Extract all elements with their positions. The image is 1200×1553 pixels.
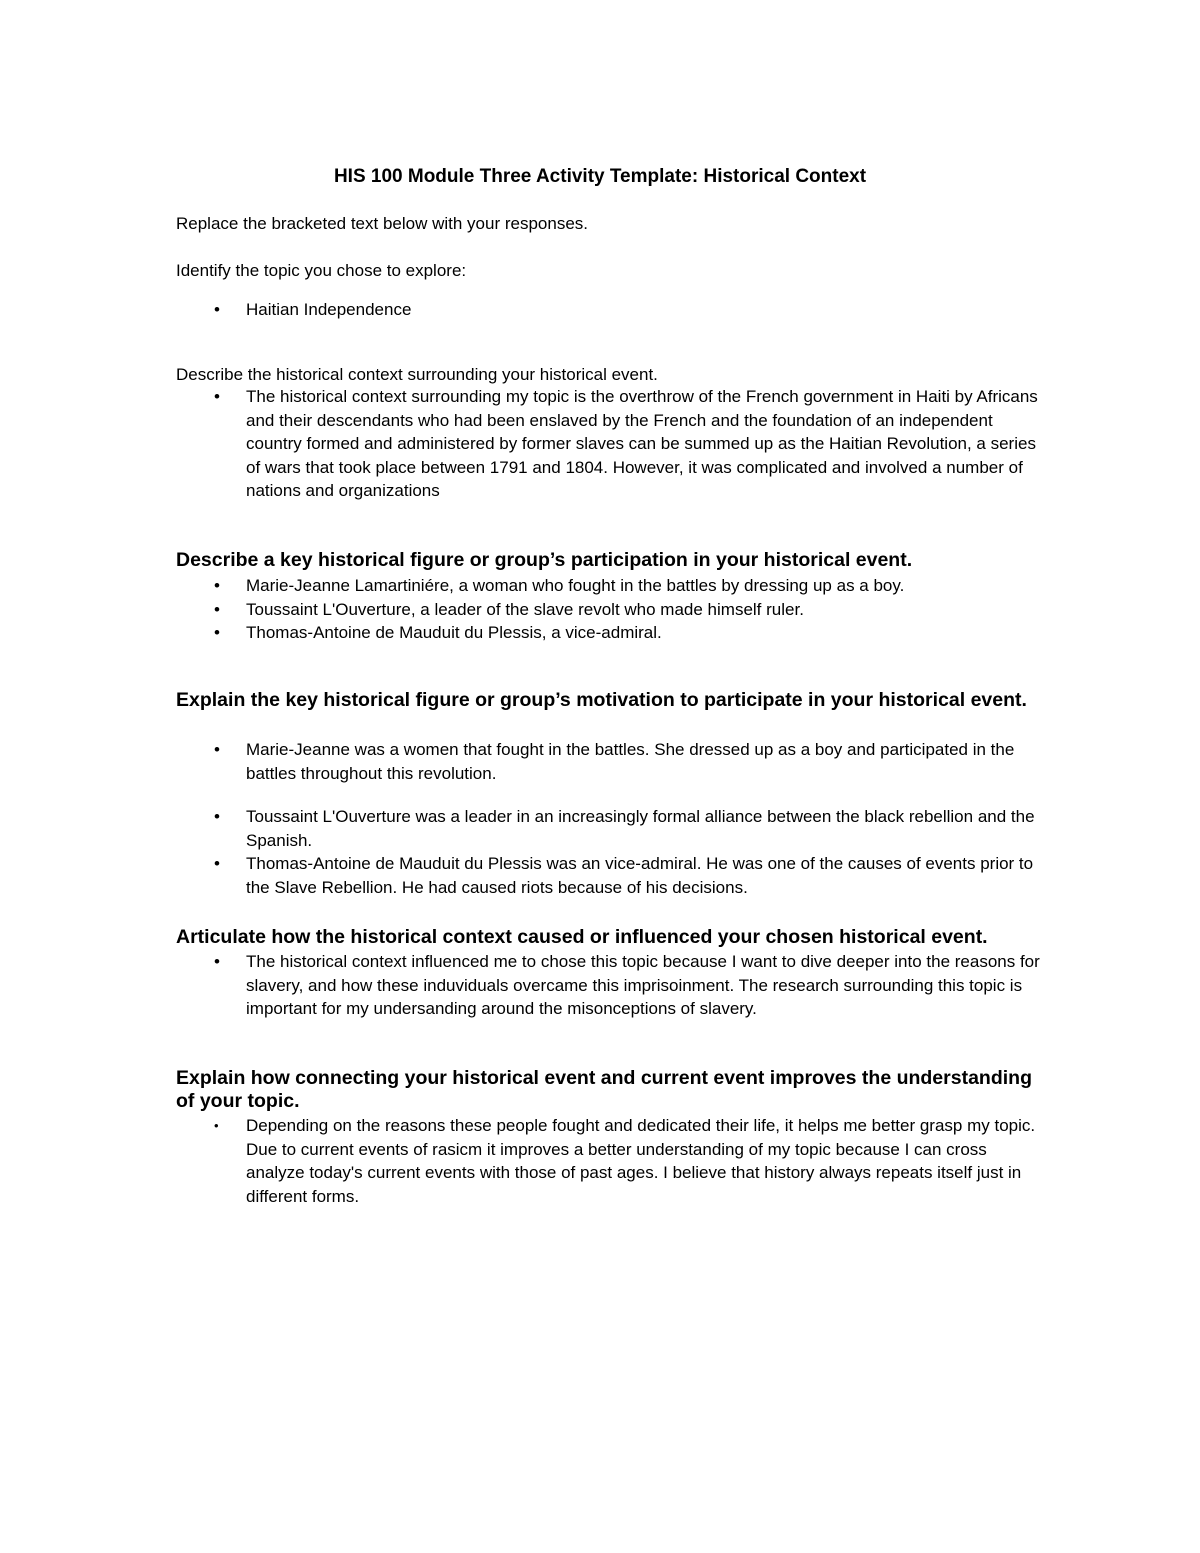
list-item: [176, 621, 1046, 645]
list-item: [176, 298, 1046, 322]
topic-prompt: Identify the topic you chose to explore:: [176, 261, 467, 280]
bullet-icon: •: [214, 387, 220, 406]
list-item: [176, 738, 1046, 785]
motivation-item-text: Thomas-Antoine de Mauduit du Plessis was an vice-admiral. He was one of the causes of events prior to the Slave Rebellion. He had caused riots because of his decisions.: [246, 854, 1034, 897]
figure-list: [176, 574, 1046, 645]
bullet-icon: •: [214, 623, 220, 642]
list-item: [176, 574, 1046, 598]
instruction-text: Replace the bracketed text below with your responses.: [176, 214, 589, 233]
topic-list: [176, 298, 1046, 322]
bullet-icon: •: [214, 1118, 219, 1133]
bullet-icon: •: [214, 599, 220, 619]
bullet-icon: •: [214, 300, 220, 319]
context-prompt: Describe the historical context surrounding your historical event.: [176, 365, 658, 384]
figure-heading: Describe a key historical figure or group’s participation in your historical event.: [176, 549, 913, 571]
connection-item-text: Depending on the reasons these people fought and dedicated their life, it helps me better grasp my topic. Due to current events of rasicm it improves a better understanding of my topic because I can cross analyze today's current events with those of past ages. I believe that history always repeats itself just in different forms.: [246, 1116, 1036, 1206]
document-title: HIS 100 Module Three Activity Template: Historical Context: [333, 166, 867, 187]
influence-heading: Articulate how the historical context caused or influenced your chosen historical event.: [176, 926, 988, 948]
list-item: [176, 385, 1046, 503]
motivation-item-text: Toussaint L'Ouverture was a leader in an increasingly formal alliance between the black rebellion and the Spanish.: [246, 807, 1035, 850]
list-item: [176, 1114, 1046, 1208]
figure-item-text: Marie-Jeanne Lamartiniére, a woman who fought in the battles by dressing up as a boy.: [246, 576, 905, 595]
influence-item-text: The historical context influenced me to chose this topic because I want to dive deeper into the reasons for slavery, and how these induviduals overcame this imprisoinment. The research surrounding this topic is important for my undersanding around the misonceptions of slavery.: [246, 952, 1040, 1018]
topic-item-text: Haitian Independence: [246, 300, 412, 319]
figure-item-text: Toussaint L'Ouverture, a leader of the slave revolt who made himself ruler.: [246, 599, 804, 619]
list-item: [176, 950, 1046, 1021]
bullet-icon: •: [214, 740, 220, 759]
list-item: [176, 598, 1046, 622]
bullet-icon: •: [214, 854, 220, 873]
motivation-heading: Explain the key historical figure or group’s motivation to participate in your historical event.: [176, 689, 1027, 711]
context-item-text: The historical context surrounding my topic is the overthrow of the French government in Haiti by Africans and their descendants who had been enslaved by the French and the foundation of an independent country formed and administered by former slaves can be summed up as the Haitian Revolution, a series of wars that took place between 1791 and 1804. However, it was complicated and involved a number of nations and organizations: [246, 387, 1038, 500]
connection-list: [176, 1114, 1046, 1208]
bullet-icon: •: [214, 807, 220, 826]
figure-item-text: Thomas-Antoine de Mauduit du Plessis, a vice-admiral.: [246, 623, 662, 642]
bullet-icon: •: [214, 952, 220, 971]
motivation-list: [176, 738, 1046, 899]
context-list: [176, 385, 1046, 503]
list-item: [176, 852, 1046, 899]
list-item: [176, 805, 1046, 852]
bullet-icon: •: [214, 576, 220, 595]
motivation-item-text: Marie-Jeanne was a women that fought in the battles. She dressed up as a boy and participated in the battles throughout this revolution.: [246, 740, 1015, 783]
connection-heading: Explain how connecting your historical event and current event improves the understanding of your topic.: [176, 1067, 1032, 1112]
influence-list: [176, 950, 1046, 1021]
